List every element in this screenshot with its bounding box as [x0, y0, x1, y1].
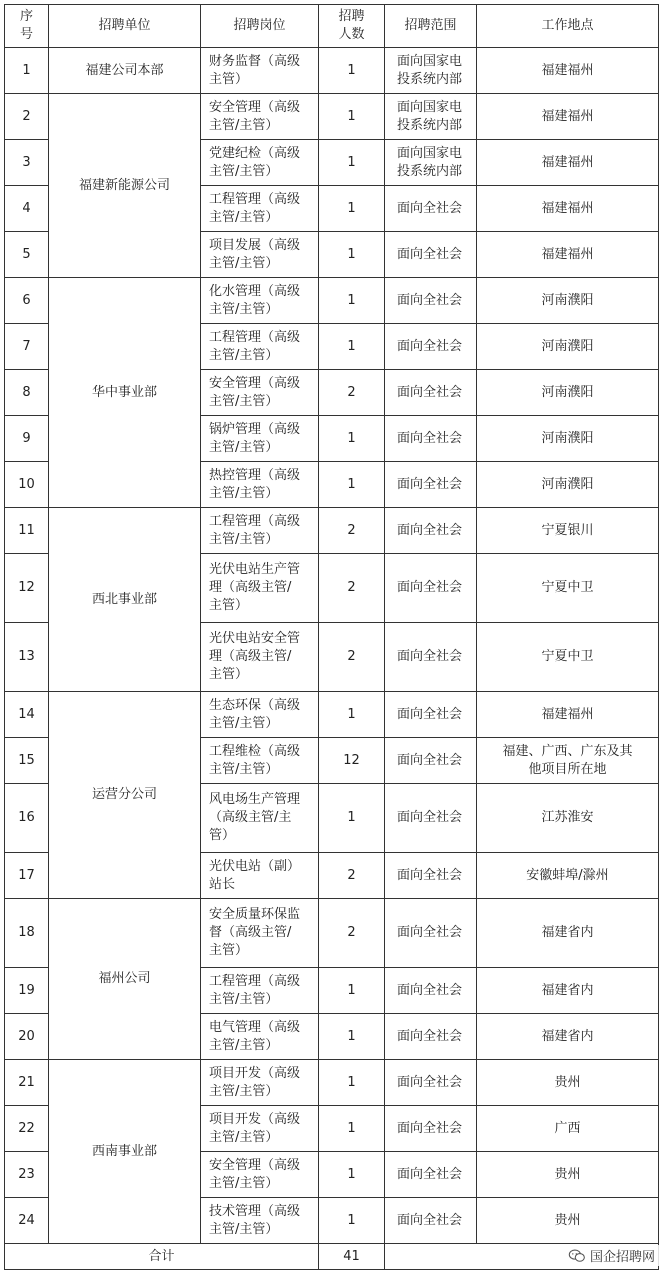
cell-position: 风电场生产管理 （高级主管/主 管） — [201, 784, 319, 853]
cell-count: 1 — [319, 140, 385, 186]
header-location: 工作地点 — [477, 5, 659, 48]
cell-unit: 福建公司本部 — [49, 48, 201, 94]
cell-no: 21 — [5, 1060, 49, 1106]
cell-no: 2 — [5, 94, 49, 140]
cell-location: 贵州 — [477, 1198, 659, 1244]
cell-position: 光伏电站（副） 站长 — [201, 853, 319, 899]
cell-scope: 面向全社会 — [385, 416, 477, 462]
recruitment-table — [4, 4, 659, 1270]
cell-position: 安全质量环保监 督（高级主管/ 主管） — [201, 899, 319, 968]
table-row — [5, 278, 659, 324]
cell-position: 财务监督（高级 主管） — [201, 48, 319, 94]
cell-scope: 面向全社会 — [385, 554, 477, 623]
cell-count: 1 — [319, 48, 385, 94]
cell-count: 1 — [319, 324, 385, 370]
cell-position: 工程管理（高级 主管/主管） — [201, 186, 319, 232]
cell-position: 化水管理（高级 主管/主管） — [201, 278, 319, 324]
cell-location: 河南濮阳 — [477, 416, 659, 462]
cell-location: 福建福州 — [477, 692, 659, 738]
cell-count: 1 — [319, 692, 385, 738]
cell-position: 项目开发（高级 主管/主管） — [201, 1060, 319, 1106]
cell-count: 1 — [319, 1014, 385, 1060]
cell-no: 11 — [5, 508, 49, 554]
cell-scope: 面向国家电 投系统内部 — [385, 48, 477, 94]
cell-position: 项目开发（高级 主管/主管） — [201, 1106, 319, 1152]
cell-no: 24 — [5, 1198, 49, 1244]
cell-count: 1 — [319, 232, 385, 278]
table-row — [5, 1060, 659, 1106]
cell-no: 16 — [5, 784, 49, 853]
cell-no: 1 — [5, 48, 49, 94]
cell-no: 14 — [5, 692, 49, 738]
table-row — [5, 692, 659, 738]
cell-position: 热控管理（高级 主管/主管） — [201, 462, 319, 508]
watermark — [564, 1245, 659, 1266]
cell-scope: 面向国家电 投系统内部 — [385, 94, 477, 140]
cell-no: 19 — [5, 968, 49, 1014]
cell-scope: 面向全社会 — [385, 278, 477, 324]
cell-location: 福建福州 — [477, 140, 659, 186]
cell-count: 2 — [319, 853, 385, 899]
cell-no: 13 — [5, 623, 49, 692]
cell-location: 宁夏银川 — [477, 508, 659, 554]
cell-position: 安全管理（高级 主管/主管） — [201, 1152, 319, 1198]
wechat-icon — [568, 1249, 586, 1263]
cell-location: 江苏淮安 — [477, 784, 659, 853]
cell-scope: 面向全社会 — [385, 1014, 477, 1060]
cell-scope: 面向全社会 — [385, 370, 477, 416]
cell-scope: 面向全社会 — [385, 968, 477, 1014]
cell-no: 4 — [5, 186, 49, 232]
cell-location: 贵州 — [477, 1060, 659, 1106]
cell-count: 1 — [319, 186, 385, 232]
cell-count: 1 — [319, 1106, 385, 1152]
cell-position: 工程维检（高级 主管/主管） — [201, 738, 319, 784]
cell-scope: 面向全社会 — [385, 462, 477, 508]
cell-scope: 面向全社会 — [385, 324, 477, 370]
cell-position: 工程管理（高级 主管/主管） — [201, 508, 319, 554]
cell-position: 工程管理（高级 主管/主管） — [201, 324, 319, 370]
cell-position: 锅炉管理（高级 主管/主管） — [201, 416, 319, 462]
cell-count: 12 — [319, 738, 385, 784]
cell-location: 安徽蚌埠/滁州 — [477, 853, 659, 899]
cell-count: 2 — [319, 623, 385, 692]
cell-unit: 运营分公司 — [49, 692, 201, 899]
cell-location: 贵州 — [477, 1152, 659, 1198]
cell-count: 1 — [319, 278, 385, 324]
cell-scope: 面向全社会 — [385, 738, 477, 784]
cell-count: 1 — [319, 968, 385, 1014]
header-no: 序 号 — [5, 5, 49, 48]
cell-location: 宁夏中卫 — [477, 623, 659, 692]
header-position: 招聘岗位 — [201, 5, 319, 48]
cell-position: 生态环保（高级 主管/主管） — [201, 692, 319, 738]
cell-scope: 面向全社会 — [385, 853, 477, 899]
cell-no: 17 — [5, 853, 49, 899]
cell-no: 3 — [5, 140, 49, 186]
cell-scope: 面向全社会 — [385, 1060, 477, 1106]
header-count: 招聘 人数 — [319, 5, 385, 48]
table-row — [5, 508, 659, 554]
cell-count: 2 — [319, 899, 385, 968]
cell-unit: 福州公司 — [49, 899, 201, 1060]
cell-count: 1 — [319, 784, 385, 853]
table-row — [5, 94, 659, 140]
cell-count: 1 — [319, 416, 385, 462]
cell-location: 福建福州 — [477, 94, 659, 140]
cell-unit: 华中事业部 — [49, 278, 201, 508]
cell-scope: 面向全社会 — [385, 1106, 477, 1152]
cell-scope: 面向全社会 — [385, 623, 477, 692]
cell-position: 项目发展（高级 主管/主管） — [201, 232, 319, 278]
cell-location: 河南濮阳 — [477, 370, 659, 416]
cell-location: 河南濮阳 — [477, 324, 659, 370]
cell-no: 8 — [5, 370, 49, 416]
cell-position: 光伏电站安全管 理（高级主管/ 主管） — [201, 623, 319, 692]
cell-position: 工程管理（高级 主管/主管） — [201, 968, 319, 1014]
cell-no: 18 — [5, 899, 49, 968]
cell-no: 9 — [5, 416, 49, 462]
cell-no: 12 — [5, 554, 49, 623]
cell-position: 安全管理（高级 主管/主管） — [201, 370, 319, 416]
cell-location: 宁夏中卫 — [477, 554, 659, 623]
cell-scope: 面向全社会 — [385, 692, 477, 738]
cell-location: 广西 — [477, 1106, 659, 1152]
cell-scope: 面向全社会 — [385, 784, 477, 853]
table-row — [5, 899, 659, 968]
cell-scope: 面向国家电 投系统内部 — [385, 140, 477, 186]
cell-location: 福建、广西、广东及其 他项目所在地 — [477, 738, 659, 784]
cell-scope: 面向全社会 — [385, 508, 477, 554]
table-row — [5, 48, 659, 94]
total-count: 41 — [319, 1244, 385, 1270]
cell-position: 党建纪检（高级 主管/主管） — [201, 140, 319, 186]
cell-scope: 面向全社会 — [385, 232, 477, 278]
cell-location: 福建省内 — [477, 968, 659, 1014]
watermark-text: 国企招聘网 — [589, 1250, 655, 1265]
cell-count: 2 — [319, 370, 385, 416]
header-row — [5, 5, 659, 48]
cell-count: 1 — [319, 94, 385, 140]
cell-count: 2 — [319, 508, 385, 554]
cell-scope: 面向全社会 — [385, 1152, 477, 1198]
total-row — [5, 1244, 659, 1270]
total-label: 合计 — [5, 1244, 319, 1270]
cell-no: 6 — [5, 278, 49, 324]
cell-location: 河南濮阳 — [477, 278, 659, 324]
cell-no: 23 — [5, 1152, 49, 1198]
cell-scope: 面向全社会 — [385, 899, 477, 968]
cell-no: 22 — [5, 1106, 49, 1152]
cell-count: 1 — [319, 462, 385, 508]
header-unit: 招聘单位 — [49, 5, 201, 48]
cell-count: 1 — [319, 1198, 385, 1244]
header-scope: 招聘范围 — [385, 5, 477, 48]
cell-count: 2 — [319, 554, 385, 623]
cell-location: 福建省内 — [477, 899, 659, 968]
cell-position: 光伏电站生产管 理（高级主管/ 主管） — [201, 554, 319, 623]
cell-no: 7 — [5, 324, 49, 370]
cell-position: 安全管理（高级 主管/主管） — [201, 94, 319, 140]
cell-no: 20 — [5, 1014, 49, 1060]
cell-count: 1 — [319, 1152, 385, 1198]
cell-scope: 面向全社会 — [385, 186, 477, 232]
cell-location: 河南濮阳 — [477, 462, 659, 508]
cell-location: 福建福州 — [477, 232, 659, 278]
cell-no: 5 — [5, 232, 49, 278]
cell-location: 福建福州 — [477, 186, 659, 232]
cell-location: 福建福州 — [477, 48, 659, 94]
cell-location: 福建省内 — [477, 1014, 659, 1060]
cell-no: 10 — [5, 462, 49, 508]
cell-unit: 西南事业部 — [49, 1060, 201, 1244]
cell-no: 15 — [5, 738, 49, 784]
cell-position: 技术管理（高级 主管/主管） — [201, 1198, 319, 1244]
cell-unit: 福建新能源公司 — [49, 94, 201, 278]
cell-scope: 面向全社会 — [385, 1198, 477, 1244]
cell-position: 电气管理（高级 主管/主管） — [201, 1014, 319, 1060]
cell-count: 1 — [319, 1060, 385, 1106]
cell-unit: 西北事业部 — [49, 508, 201, 692]
